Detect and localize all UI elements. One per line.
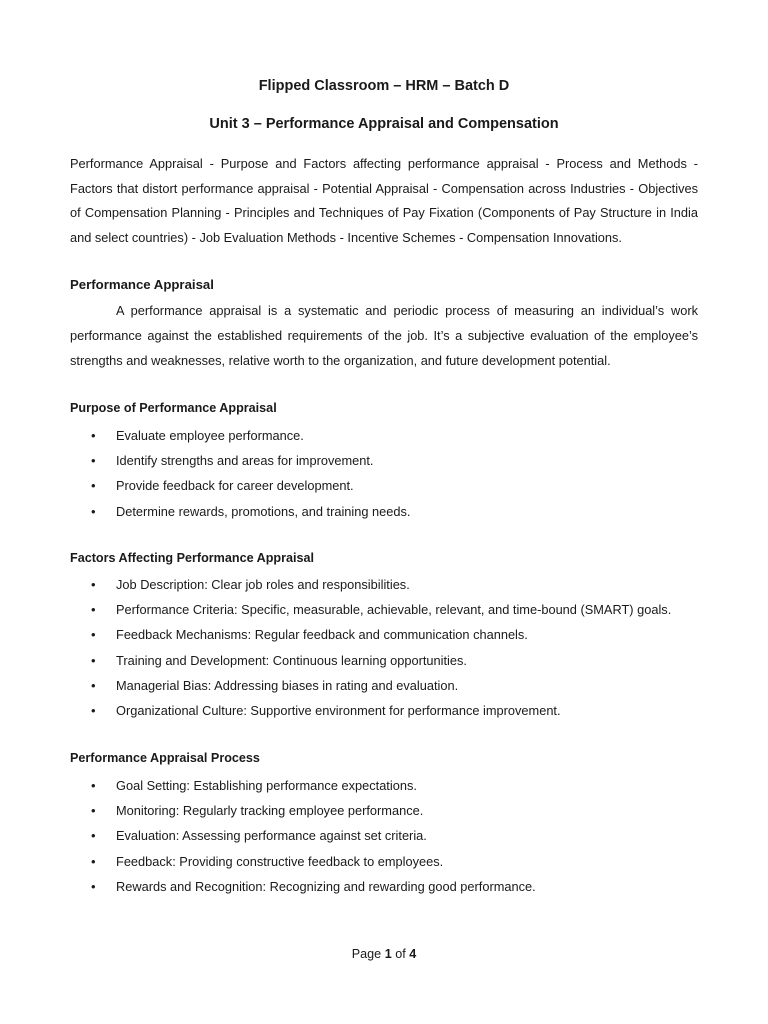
list-item: • Training and Development: Continuous learning opportunities. [70,651,671,676]
list-item: • Performance Criteria: Specific, measurable, achievable, relevant, and time-bound (SMART) goals. [70,600,671,625]
syllabus-paragraph: Performance Appraisal - Purpose and Factors affecting performance appraisal - Process and Methods - Factors that distort performance appraisal - Potential Appraisal - Compensation across Industries - Objectives of Compensation Planning - Principles and Techniques of Pay Fixation (Components of Pay Structure in India and select countries) - Job Evaluation Methods - Incentive Schemes - Compensation Innovations. [70,156,698,246]
total-pages-number: 4 [409,947,417,961]
page-number-footer [0,947,768,961]
purpose-list [70,426,410,527]
section-heading-purpose: Purpose of Performance Appraisal [70,401,277,415]
list-item: • Goal Setting: Establishing performance expectations. [70,776,536,801]
section-heading-factors: Factors Affecting Performance Appraisal [70,551,315,565]
performance-appraisal-text: A performance appraisal is a systematic and periodic process of measuring an individual’s work performance against the established requirements of the job. It’s a subjective evaluation of the employee’s strengths and weaknesses, relative worth to the organization, and future development potential. [70,303,698,368]
process-list [70,776,536,902]
list-item: • Identify strengths and areas for improvement. [70,451,410,476]
current-page-number: 1 [384,947,392,961]
list-item: • Provide feedback for career development. [70,476,410,501]
list-item: • Evaluate employee performance. [70,426,410,451]
document-subtitle: Unit 3 – Performance Appraisal and Compensation [209,116,559,132]
factors-list [70,575,671,726]
list-item: • Managerial Bias: Addressing biases in rating and evaluation. [70,676,671,701]
list-item: • Rewards and Recognition: Recognizing and rewarding good performance. [70,877,536,902]
section-heading-process: Performance Appraisal Process [70,751,260,765]
page-label: Page [351,947,382,961]
of-label: of [395,947,406,961]
list-item: • Determine rewards, promotions, and training needs. [70,502,410,527]
list-item: • Organizational Culture: Supportive environment for performance improvement. [70,701,671,726]
performance-appraisal-paragraph [70,298,698,373]
list-item: • Evaluation: Assessing performance against set criteria. [70,826,536,851]
document-title: Flipped Classroom – HRM – Batch D [258,78,510,94]
section-heading-performance-appraisal: Performance Appraisal [70,277,214,292]
list-item: • Job Description: Clear job roles and responsibilities. [70,575,671,600]
list-item: • Feedback: Providing constructive feedback to employees. [70,852,536,877]
list-item: • Monitoring: Regularly tracking employee performance. [70,801,536,826]
list-item: • Feedback Mechanisms: Regular feedback and communication channels. [70,625,671,650]
